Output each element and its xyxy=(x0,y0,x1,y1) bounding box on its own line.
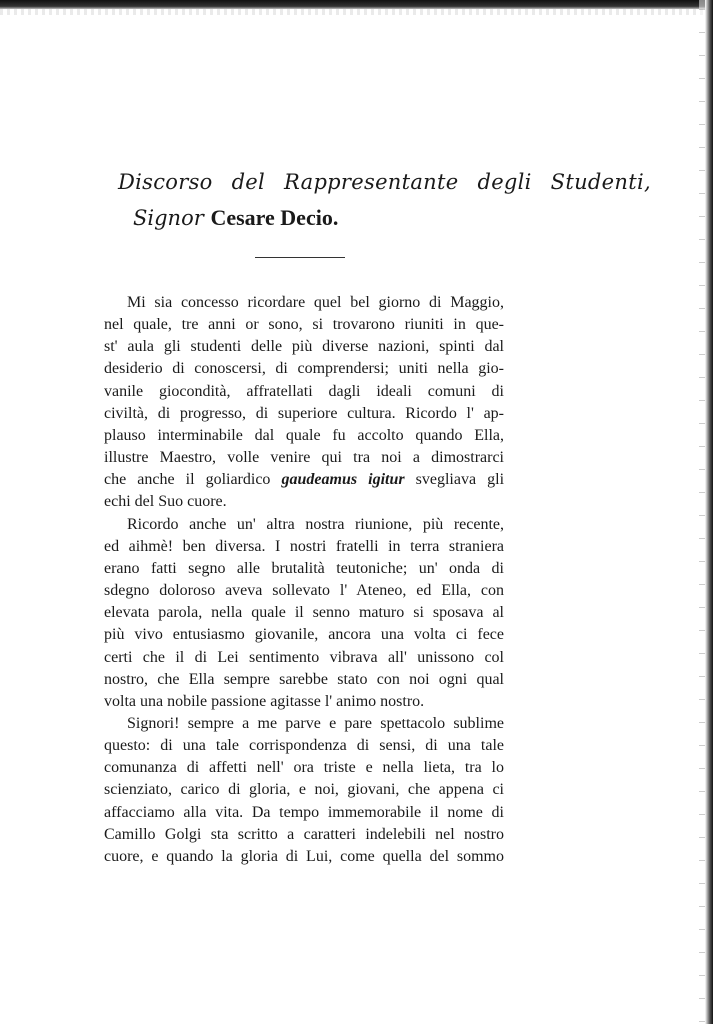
text-line: cuore, e quando la gloria di Lui, come quella del sommo xyxy=(104,847,504,865)
speaker-prefix: Signor xyxy=(133,206,204,230)
text-segment: che anche il goliardico xyxy=(104,471,271,489)
text-line: desiderio di conoscersi, di comprendersi; uniti nella gio- xyxy=(104,360,504,378)
text-line: Camillo Golgi sta scritto a caratteri indelebili nel nostro xyxy=(104,825,504,843)
text-line: questo: di una tale corrispondenza di sensi, di una tale xyxy=(104,737,504,755)
text-line: certi che il di Lei sentimento vibrava all' unissono col xyxy=(104,648,504,666)
text-line: illustre Maestro, volle venire qui tra noi a dimostrarci xyxy=(104,449,504,467)
text-line: comunanza di affetti nell' ora triste e nella lieta, tra lo xyxy=(104,759,504,777)
text-line: nel quale, tre anni or sono, si trovarono riuniti in que- xyxy=(104,316,504,334)
speech-title: Discorso del Rappresentante degli Studenti, xyxy=(118,170,651,194)
text-line xyxy=(104,469,504,491)
text-line: sdegno doloroso aveva sollevato l' Ateneo, ed Ella, con xyxy=(104,582,504,600)
text-line: scienziato, carico di gloria, e noi, giovani, che appena ci xyxy=(104,781,504,799)
speech-body xyxy=(104,292,504,868)
speaker-line xyxy=(133,205,338,231)
text-line: plauso interminabile dal quale fu accolto quando Ella, xyxy=(104,426,504,444)
scan-noise xyxy=(0,9,713,15)
text-line: nostro, che Ella sempre sarebbe stato con noi ogni qual xyxy=(104,670,504,688)
scan-top-border xyxy=(0,0,713,9)
text-segment: svegliava gli xyxy=(415,471,505,489)
text-line: Mi sia concesso ricordare quel bel giorno di Maggio, xyxy=(127,294,504,311)
text-segment: gaudeamus igitur xyxy=(281,471,405,489)
title-divider xyxy=(255,257,345,258)
text-line: st' aula gli studenti delle più diverse nazioni, spinti dal xyxy=(104,338,504,356)
text-line: ed aihmè! ben diversa. I nostri fratelli in terra straniera xyxy=(104,537,504,555)
text-line: vanile giocondità, affratellati dagli ideali comuni di xyxy=(104,382,504,400)
text-line: erano fatti segno alle brutalità teutoniche; un' onda di xyxy=(104,559,504,577)
speaker-name: Cesare Decio. xyxy=(210,205,339,230)
text-line: echi del Suo cuore. xyxy=(104,493,227,511)
text-line: elevata parola, nella quale il senno maturo si sposava al xyxy=(104,604,504,622)
text-line: volta una nobile passione agitasse l' animo nostro. xyxy=(104,692,425,710)
scan-right-edge xyxy=(705,0,713,1024)
text-line: più vivo entusiasmo giovanile, ancora una volta ci fece xyxy=(104,626,504,644)
text-line: Signori! sempre a me parve e pare spettacolo sublime xyxy=(127,714,504,732)
text-line: affacciamo alla vita. Da tempo immemorabile il nome di xyxy=(104,803,504,821)
text-line: Ricordo anche un' altra nostra riunione, più recente, xyxy=(127,515,504,533)
scan-right-noise xyxy=(699,0,705,1024)
text-line: civiltà, di progresso, di superiore cultura. Ricordo l' ap- xyxy=(104,404,504,422)
